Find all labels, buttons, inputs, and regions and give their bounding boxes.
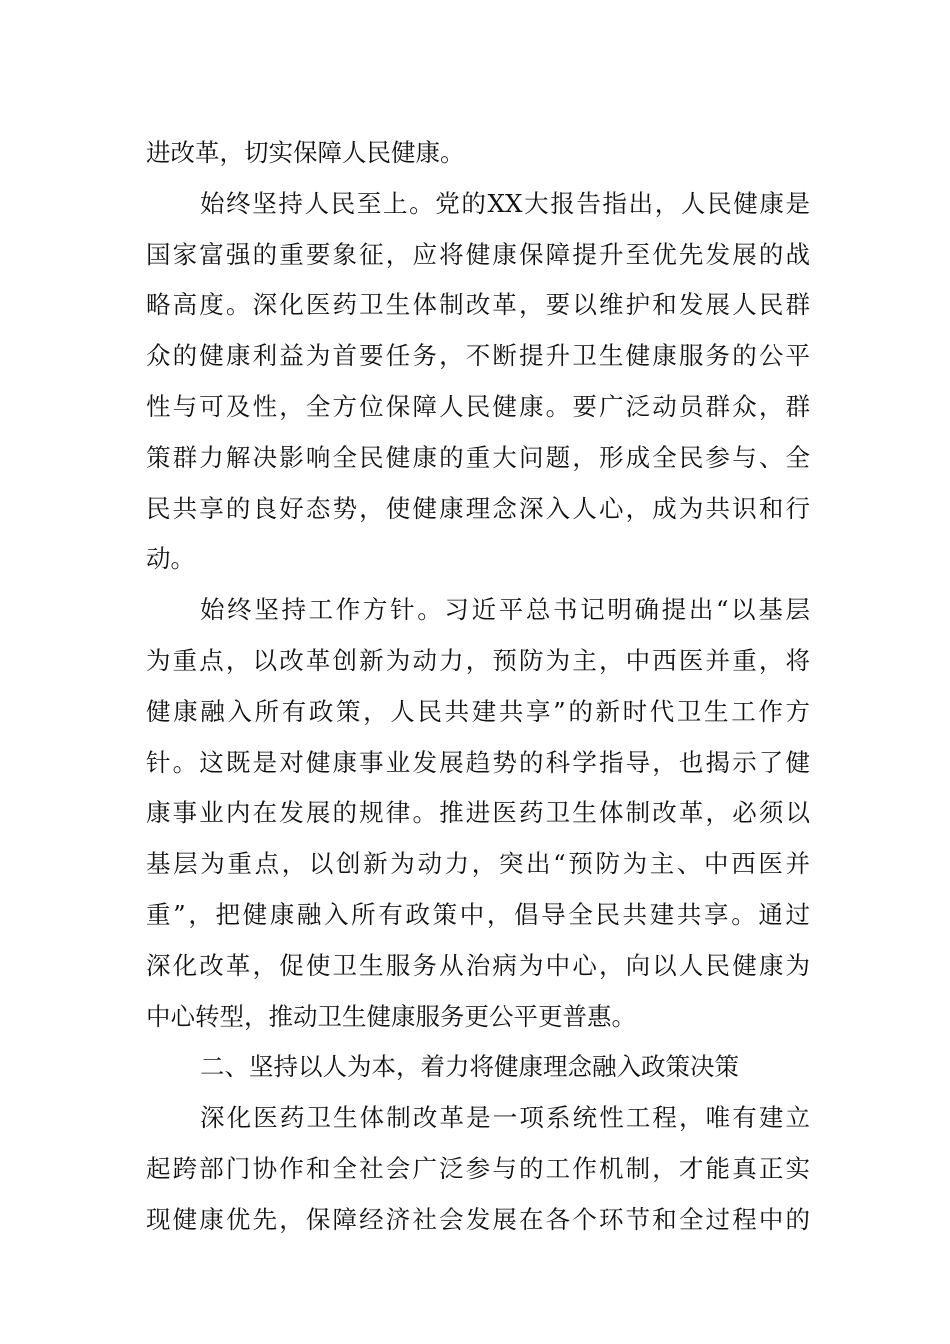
- text-line: 性与可及性，全方位保障人民健康。要广泛动员群众，群: [146, 391, 810, 421]
- text-line: 深化医药卫生体制改革是一项系统性工程，唯有建立: [200, 1103, 810, 1133]
- section-heading: 二、坚持以人为本，着力将健康理念融入政策决策: [200, 1052, 739, 1082]
- text-line: 民共享的良好态势，使健康理念深入人心，成为共识和行: [146, 493, 810, 523]
- text-line: 起跨部门协作和全社会广泛参与的工作机制，才能真正实: [146, 1153, 810, 1183]
- text-line: 重”，把健康融入所有政策中，倡导全民共建共享。通过: [146, 899, 810, 929]
- text-line: 国家富强的重要象征，应将健康保障提升至优先发展的战: [146, 239, 810, 269]
- text-line: 动。: [146, 544, 195, 574]
- text-line: 健康融入所有政策，人民共建共享”的新时代卫生工作方: [146, 696, 810, 726]
- text-line: 针。这既是对健康事业发展趋势的科学指导，也揭示了健: [146, 747, 810, 777]
- text-line: 中心转型，推动卫生健康服务更公平更普惠。: [146, 1001, 636, 1031]
- text-line: 始终坚持人民至上。党的XX大报告指出，人民健康是: [200, 188, 810, 218]
- text-line: 现健康优先，保障经济社会发展在各个环节和全过程中的: [146, 1204, 810, 1234]
- text-line: 众的健康利益为首要任务，不断提升卫生健康服务的公平: [146, 341, 810, 371]
- text-line: 康事业内在发展的规律。推进医药卫生体制改革，必须以: [146, 798, 810, 828]
- text-line: 略高度。深化医药卫生体制改革，要以维护和发展人民群: [146, 290, 810, 320]
- text-line: 深化改革，促使卫生服务从治病为中心，向以人民健康为: [146, 950, 810, 980]
- text-line: 进改革，切实保障人民健康。: [146, 138, 465, 167]
- text-line: 为重点，以改革创新为动力，预防为主，中西医并重，将: [146, 645, 810, 675]
- text-line: 基层为重点，以创新为动力，突出“预防为主、中西医并: [146, 849, 810, 879]
- text-line: 策群力解决影响全民健康的重大问题，形成全民参与、全: [146, 442, 810, 472]
- text-line: 始终坚持工作方针。习近平总书记明确提出“以基层: [200, 595, 810, 625]
- document-body: [146, 128, 810, 1246]
